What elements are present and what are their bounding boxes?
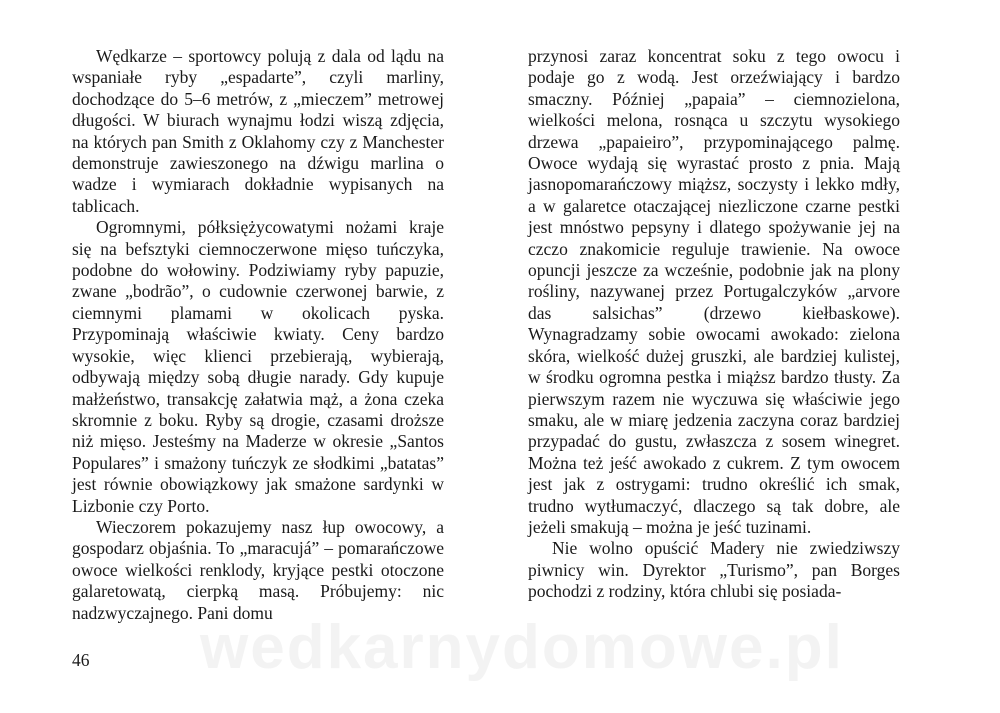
paragraph-wine-cellar: Nie wolno opuścić Madery nie zwiedziwszy piwnicy win. Dyrektor „Turismo”, pan Borges pochodzi z rodziny, która chlubi się posiada-: [528, 538, 900, 602]
paragraph-fish-market: Ogromnymi, półksiężycowatymi nożami kraje się na befsztyki ciemnoczerwone mięso tuńczyka, podobne do wołowiny. Podziwiamy ryby papuzie, zwane „bodrão”, o cudownie czerwonej barwie, z ciemnymi plamami w okolicach pyska. Przypominają właściwie kwiaty. Ceny bardzo wysokie, więc klienci przebierają, wybierają, odbywają między sobą długie narady. Gdy kupuje małżeństwo, transakcję załatwia mąż, a żona czeka skromnie z boku. Ryby są drogie, czasami droższe niż mięso. Jesteśmy na Maderze w okresie „Santos Populares” i smażony tuńczyk ze słodkimi „batatas” jest równie obowiązkowy jak smażone sardynki w Lizbonie czy Porto.: [72, 217, 444, 516]
right-text-column: [528, 46, 900, 603]
watermark: wedkarnydomowe.pl: [200, 613, 844, 682]
left-text-column: [72, 46, 444, 624]
paragraph-fruit-maracuja: Wieczorem pokazujemy nasz łup owocowy, a gospodarz objaśnia. To „maracujá” – pomarańczowe owoce wielkości renklody, kryjące pestki otoczone galaretowatą, cierpką masą. Próbujemy: nic nadzwyczajnego. Pani domu: [72, 516, 444, 623]
paragraph-fruit-continued: przynosi zaraz koncentrat soku z tego owocu i podaje go z wodą. Jest orzeźwiający i bardzo smaczny. Później „papaia” – ciemnozielona, wielkości melona, rosnąca u szczytu wysokiego drzewa „papaieiro”, przypominającego palmę. Owoce wydają się wyrastać prosto z pnia. Mają jasnopomarańczowy miąższ, soczysty i lekko mdły, a w galaretce otaczającej niezliczone czarne pestki jest mnóstwo pepsyny i dlatego spożywanie jej na czczo znakomicie reguluje trawienie. Na owoce opuncji jeszcze za wcześnie, podobnie jak na plony rośliny, nazywanej przez Portugalczyków „arvore das salsichas” (drzewo kiełbaskowe). Wynagradzamy sobie owocami awokado: zielona skóra, wielkość dużej gruszki, ale bardziej kulistej, w środku ogromna pestka i miąższ bardzo tłusty. Za pierwszym razem nie wyczuwa się właściwie jego smaku, ale w miarę jedzenia zaczyna coraz bardziej przypadać do gustu, zwłaszcza z sosem winegret. Można też jeść awokado z cukrem. Z tym owocem jest jak z ostrygami: trudno określić ich smak, trudno wytłumaczyć, dlaczego są tak dobre, ale jeżeli smakują – można je jeść tuzinami.: [528, 46, 900, 537]
page-number: 46: [72, 650, 90, 670]
paragraph-marlin-fishing: Wędkarze – sportowcy polują z dala od lądu na wspaniałe ryby „espadarte”, czyli marliny, dochodzące do 5–6 metrów, z „mieczem” metrowej długości. W biurach wynajmu łodzi wiszą zdjęcia, na których pan Smith z Oklahomy czy z Manchester demonstruje zawieszonego na dźwigu marlina o wadze i wymiarach dokładnie wypisanych na tablicach.: [72, 46, 444, 216]
